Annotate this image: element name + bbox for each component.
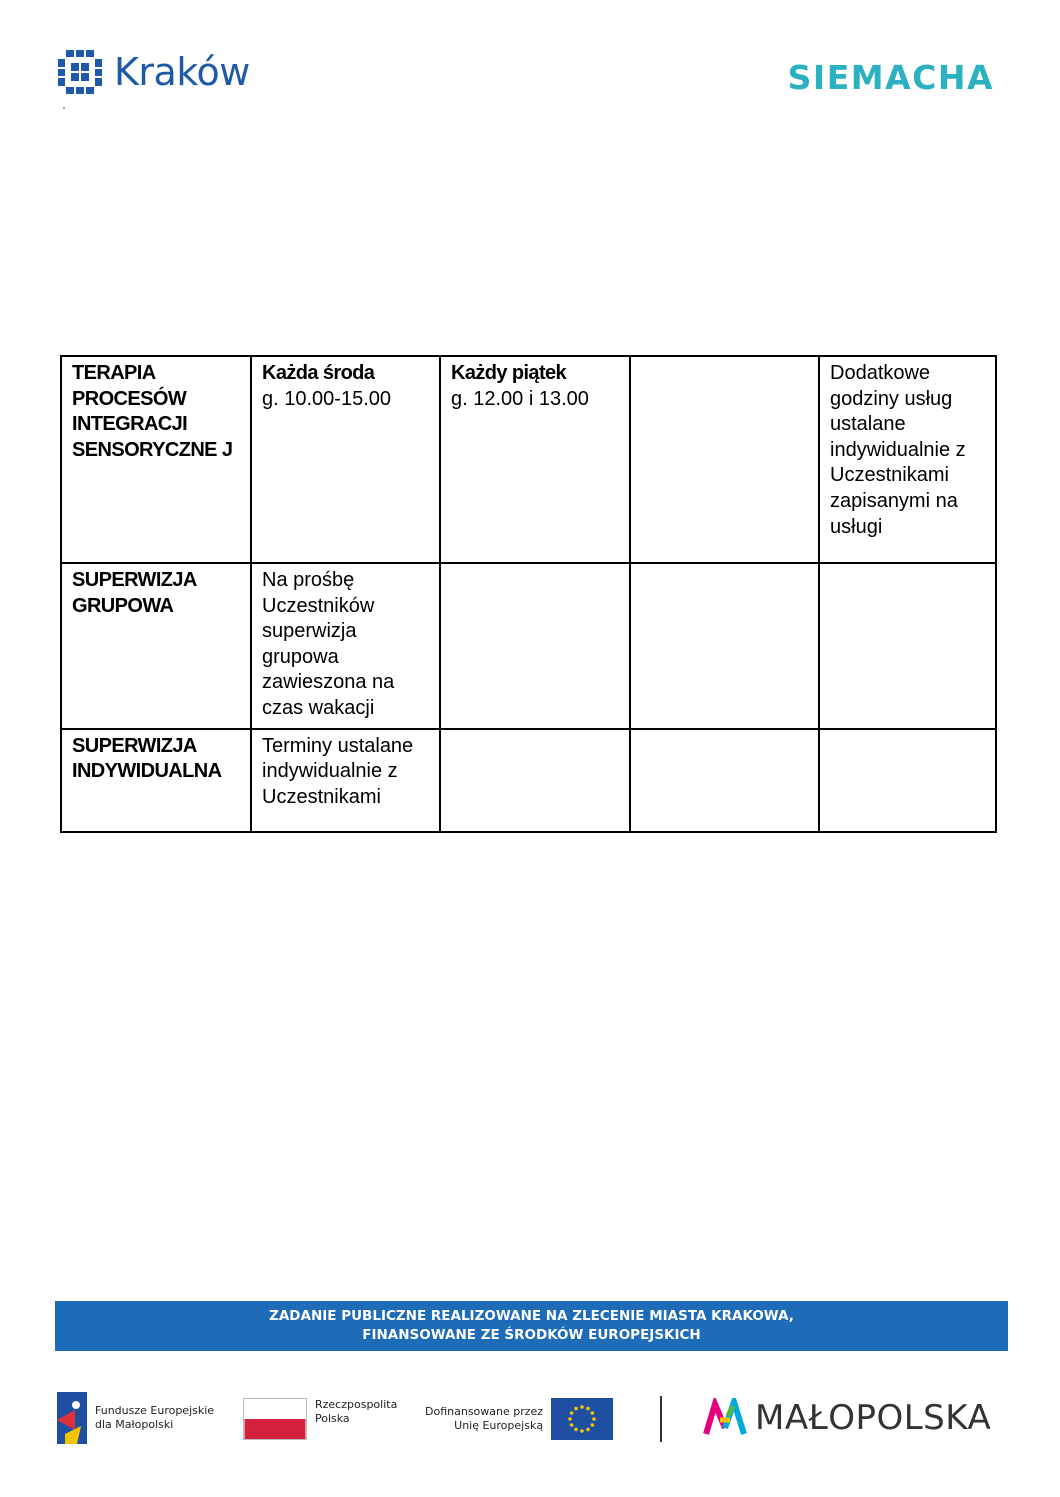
krakow-logo — [58, 50, 250, 94]
day-label: Każdy piątek — [451, 362, 567, 384]
banner-line: ZADANIE PUBLICZNE REALIZOWANE NA ZLECENIE MIASTA KRAKOWA, — [269, 1308, 794, 1324]
poland-line: Rzeczpospolita — [315, 1398, 398, 1411]
eu-cofunded-logo — [425, 1398, 613, 1440]
schedule-cell — [630, 356, 819, 563]
service-name: TERAPIA PROCESÓW INTEGRACJI SENSORYCZNE J — [61, 356, 251, 563]
schedule-cell — [630, 563, 819, 729]
schedule-table — [60, 355, 997, 833]
table-row — [61, 563, 996, 729]
footer-logos — [55, 1390, 1010, 1450]
eu-line: Dofinansowane przez — [425, 1405, 544, 1418]
day-label: Każda środa — [262, 362, 375, 384]
table-row — [61, 729, 996, 832]
eu-funds-line: dla Małopolski — [95, 1418, 174, 1431]
schedule-cell — [440, 729, 630, 832]
krakow-logo-text: Kraków — [114, 50, 250, 94]
malopolska-logo — [703, 1398, 991, 1438]
eu-funds-logo — [55, 1390, 214, 1446]
poland-flag-icon — [243, 1398, 307, 1440]
poland-logo — [243, 1398, 397, 1440]
service-name: SUPERWIZJA INDYWIDUALNA — [61, 729, 251, 832]
hours-text: g. 12.00 i 13.00 — [451, 387, 589, 410]
schedule-cell — [251, 356, 440, 563]
schedule-cell — [630, 729, 819, 832]
malopolska-icon — [703, 1398, 747, 1438]
logo-divider — [660, 1396, 662, 1442]
funding-banner — [55, 1301, 1008, 1351]
hours-text: g. 10.00-15.00 — [262, 387, 391, 410]
banner-line: FINANSOWANE ZE ŚRODKÓW EUROPEJSKICH — [362, 1327, 701, 1343]
krakow-grid-icon — [58, 50, 102, 94]
poland-line: Polska — [315, 1412, 350, 1425]
dot-mark — [63, 107, 65, 109]
eu-line: Unię Europejską — [454, 1419, 544, 1432]
notes-cell — [819, 729, 996, 832]
schedule-cell — [440, 356, 630, 563]
eu-flag-icon — [551, 1398, 613, 1440]
schedule-cell: Na prośbę Uczestników superwizja grupowa zawieszona na czas wakacji — [251, 563, 440, 729]
schedule-cell — [440, 563, 630, 729]
eu-funds-line: Fundusze Europejskie — [95, 1404, 215, 1417]
eu-funds-icon — [55, 1390, 89, 1446]
table-row — [61, 356, 996, 563]
malopolska-text: MAŁOPOLSKA — [755, 1398, 992, 1438]
service-name: SUPERWIZJA GRUPOWA — [61, 563, 251, 729]
notes-cell: Dodatkowe godziny usług ustalane indywidualnie z Uczestnikami zapisanymi na usługi — [819, 356, 996, 563]
schedule-cell: Terminy ustalane indywidualnie z Uczestnikami — [251, 729, 440, 832]
siemacha-logo: SIEMACHA — [787, 58, 994, 97]
notes-cell — [819, 563, 996, 729]
